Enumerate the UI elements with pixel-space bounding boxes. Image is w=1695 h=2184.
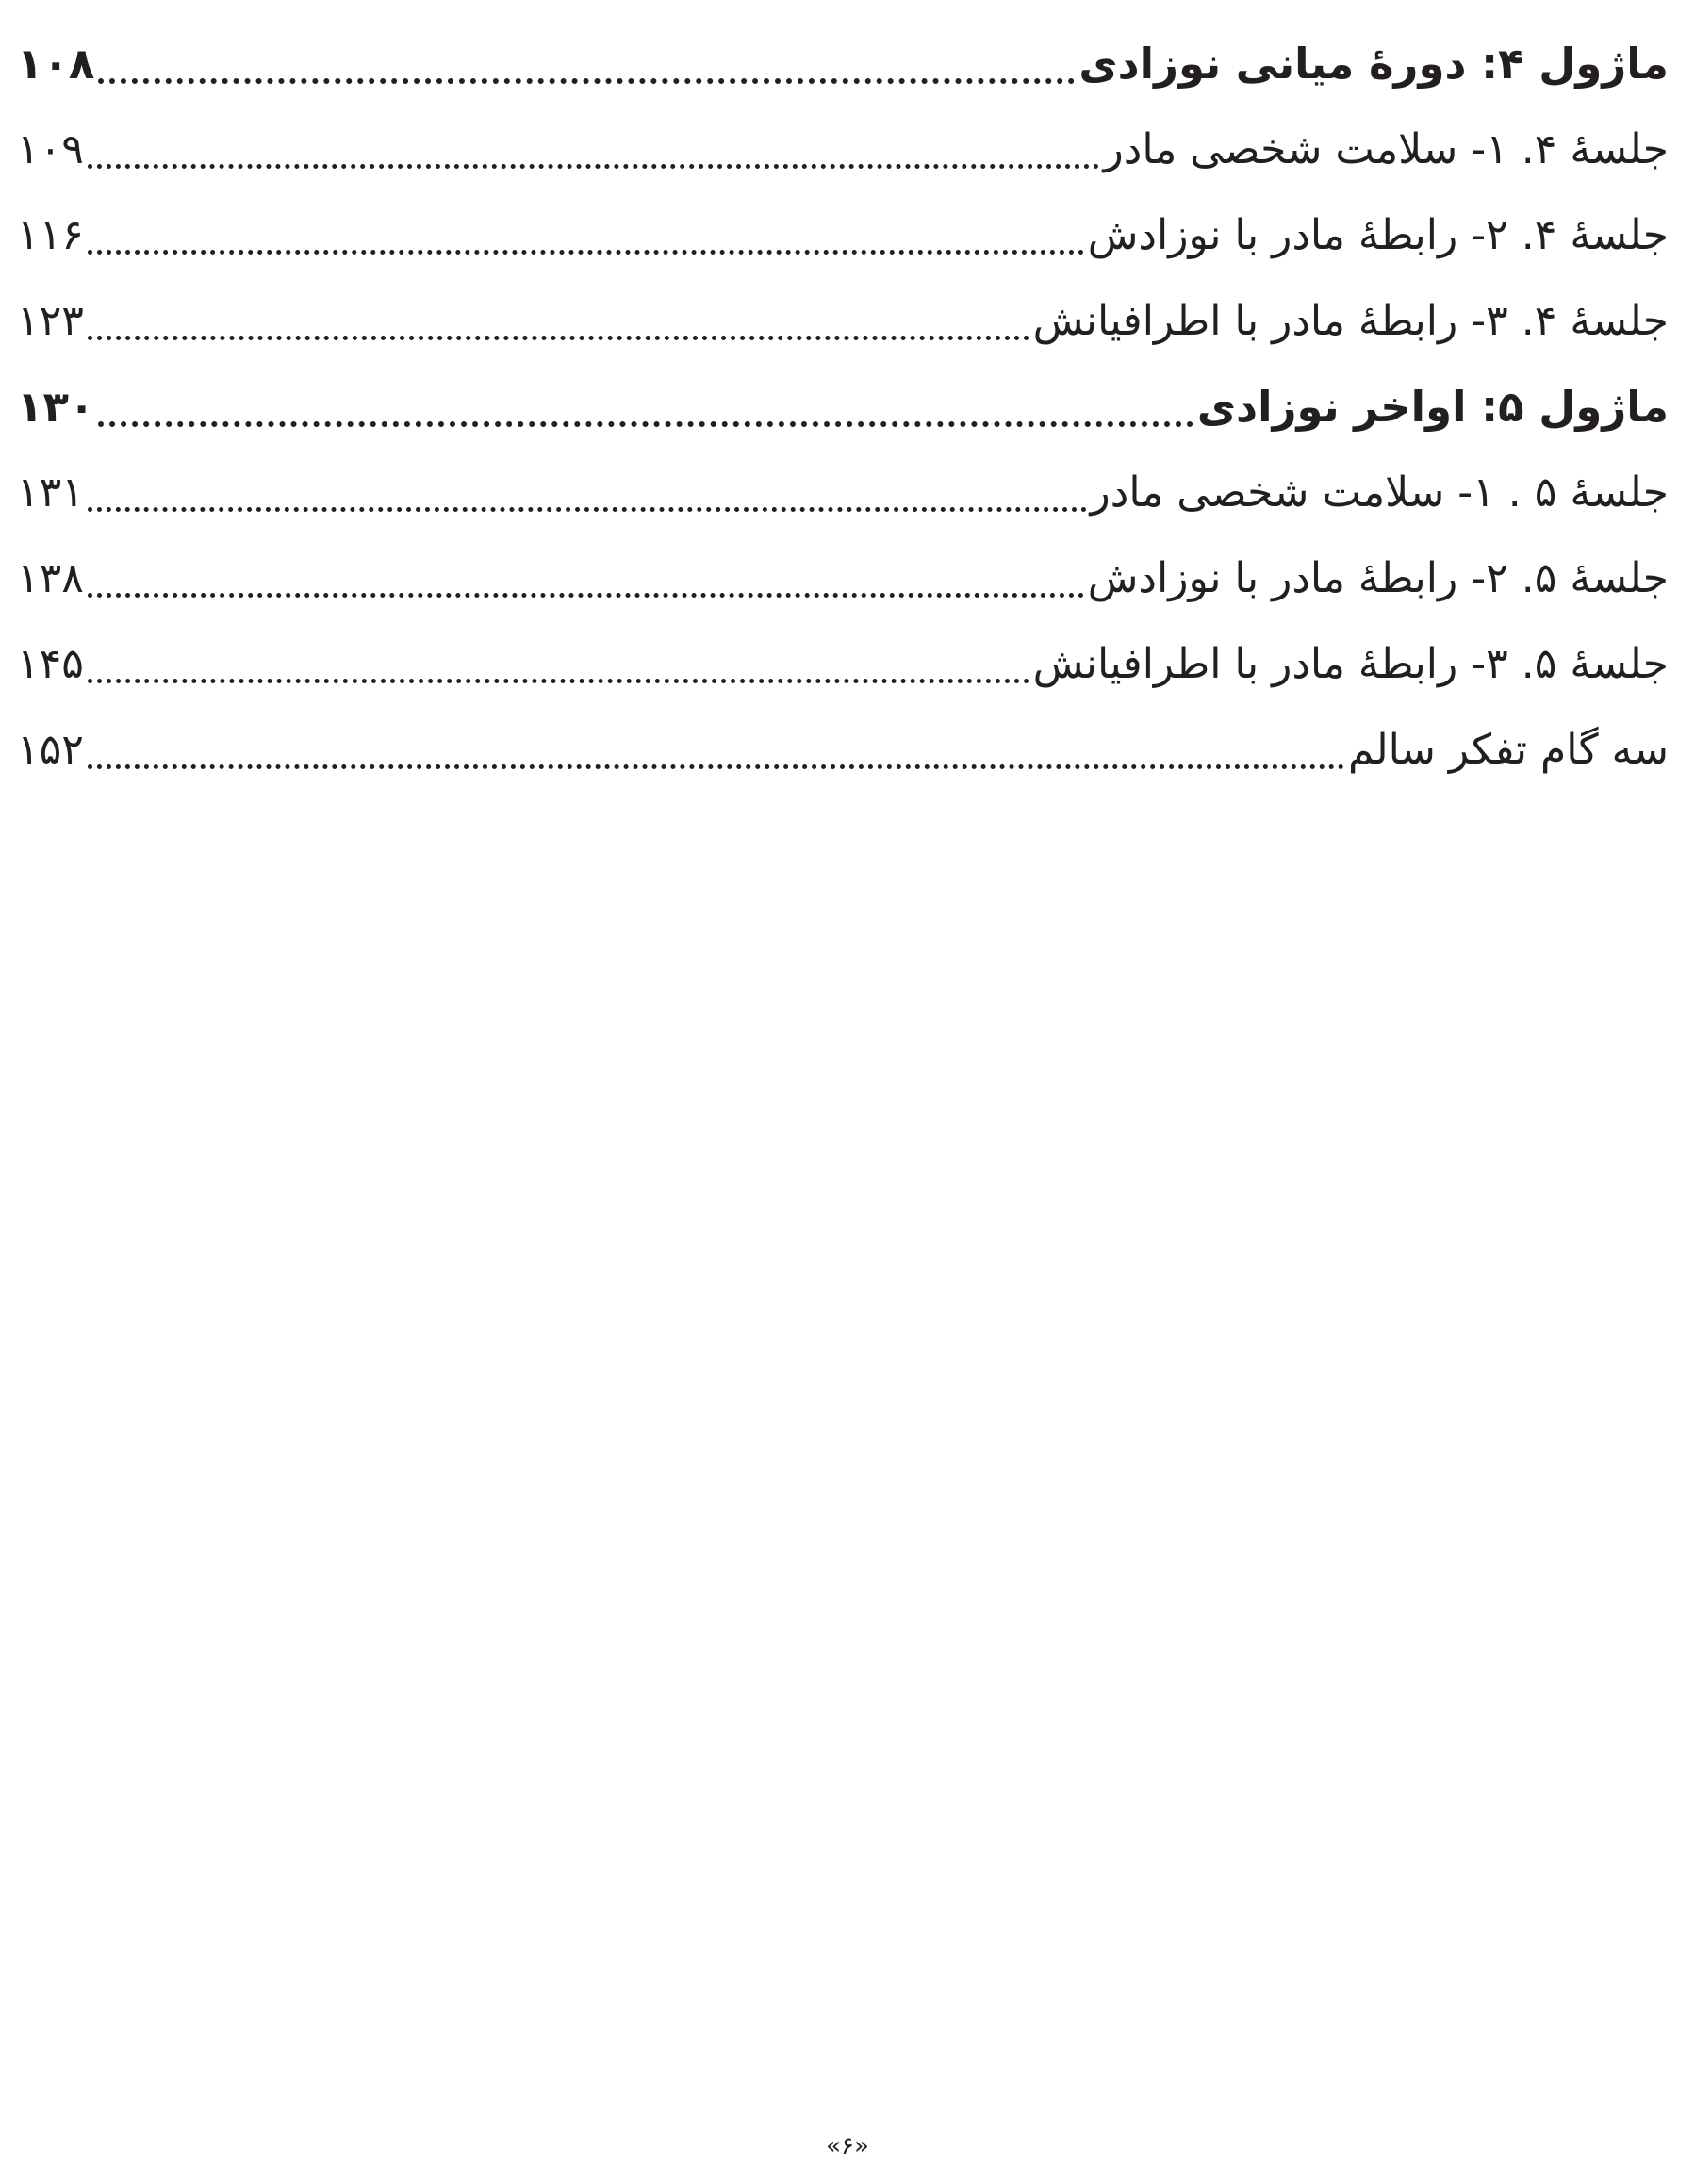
toc-entry-title: ماژول ۴: دورهٔ میانی نوزادی xyxy=(1078,39,1669,89)
dot-leader xyxy=(88,637,1029,683)
page-number: «۶» xyxy=(826,2132,869,2160)
toc-entry-page: ۱۲۳ xyxy=(17,296,84,345)
toc-entry-session-5-3[interactable] xyxy=(17,621,1669,707)
dot-leader xyxy=(98,37,1075,84)
toc-entry-page: ۱۰۹ xyxy=(17,124,84,173)
toc-entry-module-5[interactable] xyxy=(17,364,1669,450)
toc-entry-module-4[interactable] xyxy=(17,21,1669,107)
toc-entry-session-4-3[interactable] xyxy=(17,278,1669,364)
toc-entry-session-5-2[interactable] xyxy=(17,535,1669,621)
toc-entry-page: ۱۳۸ xyxy=(17,553,84,602)
toc-entry-session-4-2[interactable] xyxy=(17,192,1669,278)
toc-entry-page: ۱۱۶ xyxy=(17,210,84,259)
dot-leader xyxy=(98,380,1193,427)
toc-entry-page: ۱۴۵ xyxy=(17,639,84,688)
toc-entry-session-4-1[interactable] xyxy=(17,107,1669,192)
toc-entry-title: ماژول ۵: اواخر نوزادی xyxy=(1196,382,1669,432)
dot-leader xyxy=(88,123,1100,169)
toc-entry-page: ۱۳۱ xyxy=(17,468,84,517)
dot-leader xyxy=(88,466,1087,512)
toc-entry-title: جلسهٔ ۵. ۲- رابطهٔ مادر با نوزادش xyxy=(1087,553,1669,602)
toc-entry-title: جلسهٔ ۴. ۲- رابطهٔ مادر با نوزادش xyxy=(1087,210,1669,259)
toc-entry-title: جلسهٔ ۴. ۳- رابطهٔ مادر با اطرافیانش xyxy=(1032,296,1669,345)
dot-leader xyxy=(88,208,1084,255)
toc-entry-three-steps[interactable] xyxy=(17,707,1669,793)
toc-entry-title: سه گام تفکر سالم xyxy=(1347,725,1669,774)
toc-entry-title: جلسهٔ ۴. ۱- سلامت شخصی مادر xyxy=(1103,124,1669,173)
table-of-contents xyxy=(17,21,1669,793)
toc-entry-page: ۱۳۰ xyxy=(17,382,95,432)
dot-leader xyxy=(88,723,1344,769)
toc-entry-title: جلسهٔ ۵ . ۱- سلامت شخصی مادر xyxy=(1090,468,1669,517)
toc-entry-page: ۱۵۲ xyxy=(17,725,84,774)
toc-entry-session-5-1[interactable] xyxy=(17,450,1669,535)
toc-entry-title: جلسهٔ ۵. ۳- رابطهٔ مادر با اطرافیانش xyxy=(1032,639,1669,688)
dot-leader xyxy=(88,551,1084,598)
toc-entry-page: ۱۰۸ xyxy=(17,39,95,89)
dot-leader xyxy=(88,294,1029,340)
